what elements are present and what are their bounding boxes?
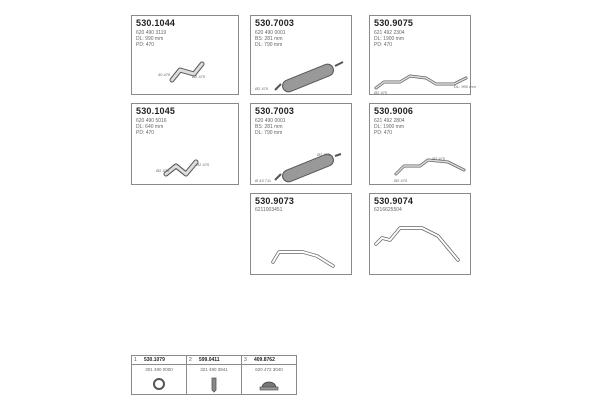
part-number: 530.9073 <box>255 196 295 206</box>
part-spec-line: PD: 470 <box>374 42 393 48</box>
muffler-drawing <box>251 104 353 186</box>
dimension-callout: Ø2 470 <box>394 178 408 183</box>
tailpipe-drawing <box>251 194 353 276</box>
clamp-ring-icon <box>132 374 187 394</box>
dimension-callout: Ø2 470 <box>255 86 269 91</box>
part-spec-line: PD: 470 <box>374 130 393 136</box>
accessory-code: 301 490 0000 <box>145 367 173 372</box>
accessory-part-number: 599.0411 <box>199 357 220 363</box>
part-number: 530.9075 <box>374 18 414 28</box>
dimension-callout: Ø2 470 <box>192 74 206 79</box>
tailpipe-drawing <box>370 194 472 276</box>
part-spec-line: 620 490 3119 <box>136 30 167 36</box>
long-pipe-drawing <box>370 104 472 186</box>
part-spec-line: DL: 790 mm <box>255 42 283 48</box>
accessory-index: 3 <box>244 357 247 363</box>
dimension-callout: Ø 43 711 <box>255 178 272 183</box>
part-spec-line: PD: 470 <box>136 130 155 136</box>
part-card[interactable] <box>250 103 352 185</box>
accessory-index: 1 <box>134 357 137 363</box>
elbow-pipe-drawing <box>132 16 240 96</box>
dimension-callout: Ø2 470 <box>196 162 210 167</box>
part-number: 530.9006 <box>374 106 414 116</box>
part-spec-line: DL: 990 mm <box>136 36 164 42</box>
accessory-code: 620 472 3040 <box>255 367 283 372</box>
accessory-part-number: 409.8762 <box>254 357 275 363</box>
part-spec-line: 621 492 2304 <box>374 30 405 36</box>
part-number: 530.1045 <box>136 106 176 116</box>
muffler-drawing <box>251 16 353 96</box>
part-spec-line: 621 492 2804 <box>374 118 405 124</box>
part-card[interactable] <box>131 103 239 185</box>
part-spec-line: DL: 1900 mm <box>374 124 405 130</box>
part-number: 530.7003 <box>255 18 295 28</box>
accessory-header <box>187 356 241 365</box>
part-spec-line: 620 490 0001 <box>255 118 286 124</box>
part-spec-line: DL: 640 mm <box>136 124 164 130</box>
bracket-icon <box>187 374 242 394</box>
part-number: 530.9074 <box>374 196 414 206</box>
accessory-item[interactable] <box>187 356 242 394</box>
part-spec-line: BS: 281 mm <box>255 124 283 130</box>
part-spec-line: DL: 1900 mm <box>374 36 405 42</box>
part-card[interactable] <box>369 15 476 95</box>
elbow-pipe-drawing <box>132 104 240 186</box>
part-card[interactable] <box>369 103 471 185</box>
part-spec-line: 6216625504 <box>374 207 402 213</box>
part-card[interactable] <box>131 15 239 95</box>
part-spec-line: 620 490 5016 <box>136 118 167 124</box>
part-card[interactable] <box>369 193 471 275</box>
dimension-callout: DL: 990 mm <box>454 84 476 89</box>
hanger-icon <box>242 374 296 394</box>
dimension-callout: Ø2 470 <box>374 90 388 95</box>
dimension-callout: Ø2 470 <box>317 152 331 157</box>
part-spec-line: PD: 470 <box>136 42 155 48</box>
dimension-callout: Ø2 470 <box>432 156 446 161</box>
accessory-part-number: 530.1079 <box>144 357 165 363</box>
part-number: 530.1044 <box>136 18 176 28</box>
accessory-strip <box>131 355 297 395</box>
part-spec-line: DL: 790 mm <box>255 130 283 136</box>
accessory-item[interactable] <box>242 356 296 394</box>
part-number: 530.7003 <box>255 106 295 116</box>
part-spec-line: 620 490 0001 <box>255 30 286 36</box>
accessory-code: 321 490 3941 <box>200 367 228 372</box>
dimension-callout: 40 470 <box>158 72 171 77</box>
accessory-item[interactable] <box>132 356 187 394</box>
part-card[interactable] <box>250 15 352 95</box>
part-spec-line: BS: 281 mm <box>255 36 283 42</box>
part-card[interactable] <box>250 193 352 275</box>
accessory-index: 2 <box>189 357 192 363</box>
accessory-header <box>242 356 296 365</box>
accessory-header <box>132 356 186 365</box>
part-spec-line: 6211003451 <box>255 207 283 213</box>
dimension-callout: Ø2 470 <box>156 168 170 173</box>
